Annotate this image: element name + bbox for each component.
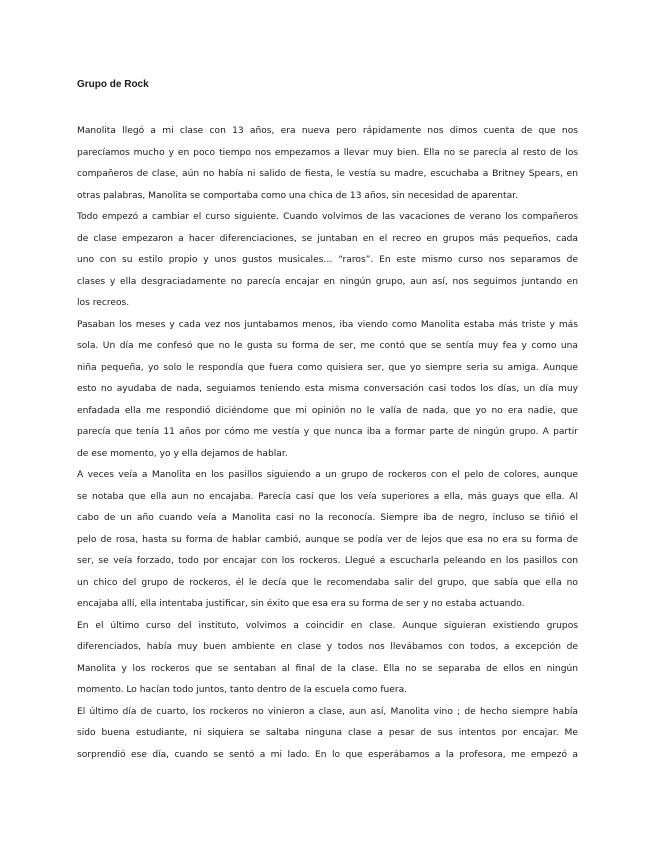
text-line: se notaba que ella aun no encajaba. Parecía casi que los veía superiores a ella, más guays que ella. Al [77,491,578,502]
text-line: un chico del grupo de rockeros, él le decía que le recomendaba salir del grupo, que sabía que ella no [77,577,578,588]
text-line: Todo empezó a cambiar el curso siguiente. Cuando volvimos de las vacaciones de verano los compañeros [77,212,578,222]
text-line: los recreos. [77,298,130,308]
text-line: Manolita llegó a mi clase con 13 años, era nueva pero rápidamente nos dimos cuenta de que nos [77,126,578,136]
text-line: parecía que tenía 11 años por cómo me vestía y que nunca iba a formar parte de ningún grupo. A partir [77,427,578,437]
text-line: otras palabras, Manolita se comportaba como una chica de 13 años, sin necesidad de aparentar. [77,190,518,201]
text-line: diferenciados, había muy buen ambiente en clase y todos nos llevábamos con todos, a excepción de [77,642,578,652]
text-line: Pasaban los meses y cada vez nos juntabamos menos, iba viendo como Manolita estaba más triste y más [77,319,578,330]
text-line: pelo de rosa, hasta su forma de hablar cambió, aunque se podía ver de lejos que esa no era su forma de [77,534,578,545]
text-line: El último día de cuarto, los rockeros no vinieron a clase, aun así, Manolita vino ; de hecho siempre había [77,706,578,717]
document-title: Grupo de Rock [77,79,149,90]
text-line: momento. Lo hacían todo juntos, tanto dentro de la escuela como fuera. [77,685,408,695]
text-line: En el último curso del instituto, volvimos a coincidir en clase. Aunque siguieran existiendo grupos [77,620,578,631]
text-line: Manolita y los rockeros que se sentaban al final de la clase. Ella no se separaba de ellos en ningún [77,663,578,674]
text-line: compañeros de clase, aún no había ni salido de fiesta, le vestía su madre, escuchaba a Britney Spears, en [77,169,578,179]
text-line: esto no ayudaba de nada, seguiamos teniendo esta misma conversación casi todos los días, un día muy [77,384,578,394]
text-line: A veces veía a Manolita en los pasillos siguiendo a un grupo de rockeros con el pelo de colores, aunque [77,470,578,480]
text-line: de clase empezaron a hacer diferenciaciones, se juntaban en el recreo en grupos más pequeños, cada [77,233,578,244]
text-line: parecíamos mucho y en poco tiempo nos empezamos a llevar muy bien. Ella no se parecía al resto de los [77,147,578,158]
text-line: niña pequeña, yo solo le respondía que fuera como quisiera ser, que yo siempre seria su amiga. Aunque [77,362,578,373]
text-line: sola. Un día me confesó que no le gusta su forma de ser, me contó que se sentía muy fea y como una [77,341,578,351]
text-line: de ese momento, yo y ella dejamos de hablar. [77,448,288,459]
text-line: sorprendió ese día, cuando se sentó a mi lado. En lo que esperábamos a la profesora, me empezó a [77,749,578,760]
text-line: enfadada ella me respondió diciéndome que mi opinión no le valía de nada, que yo no era nadie, que [77,405,578,416]
text-line: encajaba allí, ella intentaba justificar, sin éxito que esa era su forma de ser y no estaba actuando. [77,599,525,609]
text-line: clases y ella desgraciadamente no parecía encajar en ningún grupo, aun así, nos seguimos juntando en [77,276,578,287]
text-line: cabo de un año cuando veía a Manolita casi no la reconocía. Siempre iba de negro, incluso se tiñió el [77,513,578,523]
text-line: ser, se veía forzado, todo por encajar con los rockeros. Llegué a escucharla peleando en los pasillos con [77,556,578,566]
document-body [77,121,578,766]
text-line: sido buena estudiante, ni siquiera se saltaba ninguna clase a pesar de sus intentos por encajar. Me [77,728,578,738]
text-line: uno con su estilo propio y unos gustos musicales… “raros”. En este mismo curso nos separamos de [77,255,578,265]
